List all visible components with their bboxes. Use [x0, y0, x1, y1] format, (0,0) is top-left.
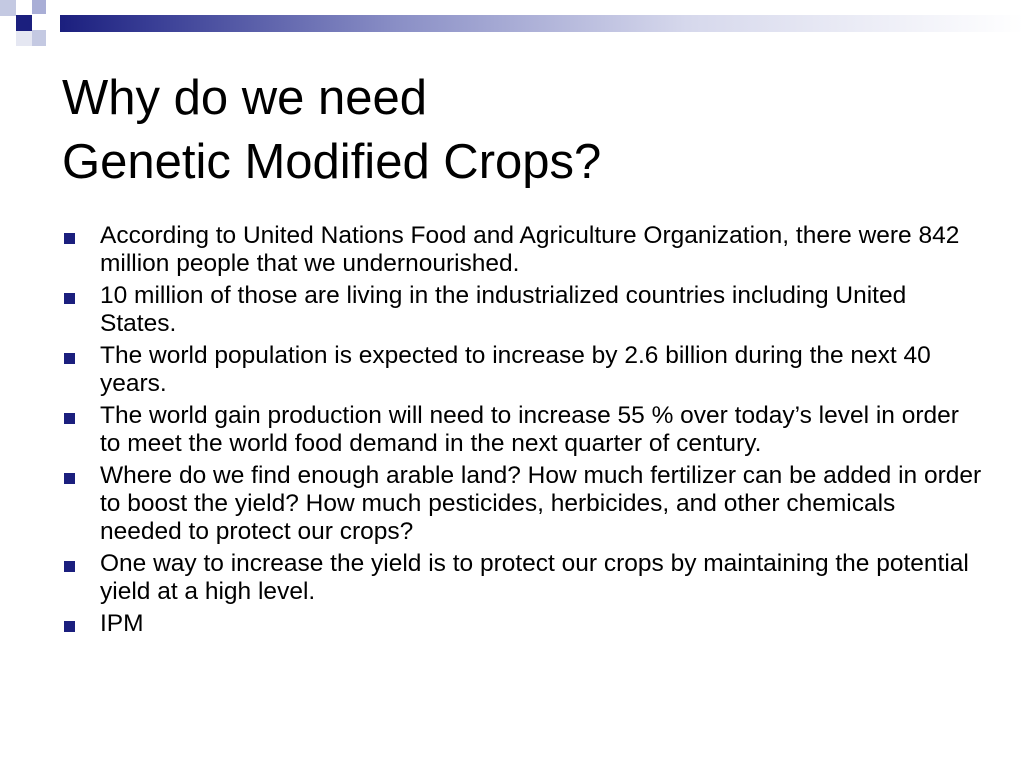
square-bullet-icon: [64, 561, 75, 572]
square-bullet-icon: [64, 233, 75, 244]
bullet-item: [62, 550, 982, 606]
decor-square: [0, 32, 16, 46]
bullet-text: Where do we find enough arable land? How much fertilizer can be added in order to boost the yield? How much pesticides, herbicides, and other chemicals needed to protect our crops?: [100, 462, 982, 545]
decor-square: [16, 15, 32, 31]
bullet-text: The world population is expected to increase by 2.6 billion during the next 40 years.: [100, 342, 931, 397]
header-decoration: [0, 0, 1024, 48]
bullet-text: IPM: [100, 610, 144, 637]
bullet-text: 10 million of those are living in the industrialized countries including United States.: [100, 282, 907, 337]
square-bullet-icon: [64, 473, 75, 484]
bullet-item: [62, 282, 982, 338]
decor-square: [16, 31, 32, 46]
slide-title-line-2: Genetic Modified Crops?: [62, 135, 602, 189]
square-bullet-icon: [64, 621, 75, 632]
decor-square: [32, 0, 46, 14]
square-bullet-icon: [64, 413, 75, 424]
bullet-item: [62, 610, 982, 638]
decor-square: [46, 0, 60, 14]
decor-square: [0, 0, 16, 16]
bullet-text: According to United Nations Food and Agriculture Organization, there were 842 million people that we undernourished.: [100, 222, 960, 277]
slide-title-line-1: Why do we need: [62, 71, 427, 125]
bullet-text: The world gain production will need to increase 55 % over today’s level in order to meet the world food demand in the next quarter of century.: [100, 402, 959, 457]
bullet-item: [62, 342, 982, 398]
square-bullet-icon: [64, 353, 75, 364]
bullet-text: One way to increase the yield is to protect our crops by maintaining the potential yield at a high level.: [100, 550, 969, 605]
decor-square: [32, 30, 46, 46]
decor-square: [32, 14, 60, 16]
bullet-item: [62, 222, 982, 278]
decor-gradient-bar: [60, 15, 1024, 32]
bullet-item: [62, 402, 982, 458]
bullet-list: [62, 222, 982, 642]
slide-title: [62, 66, 982, 194]
bullet-item: [62, 462, 982, 546]
decor-bar-top: [60, 0, 1024, 15]
square-bullet-icon: [64, 293, 75, 304]
